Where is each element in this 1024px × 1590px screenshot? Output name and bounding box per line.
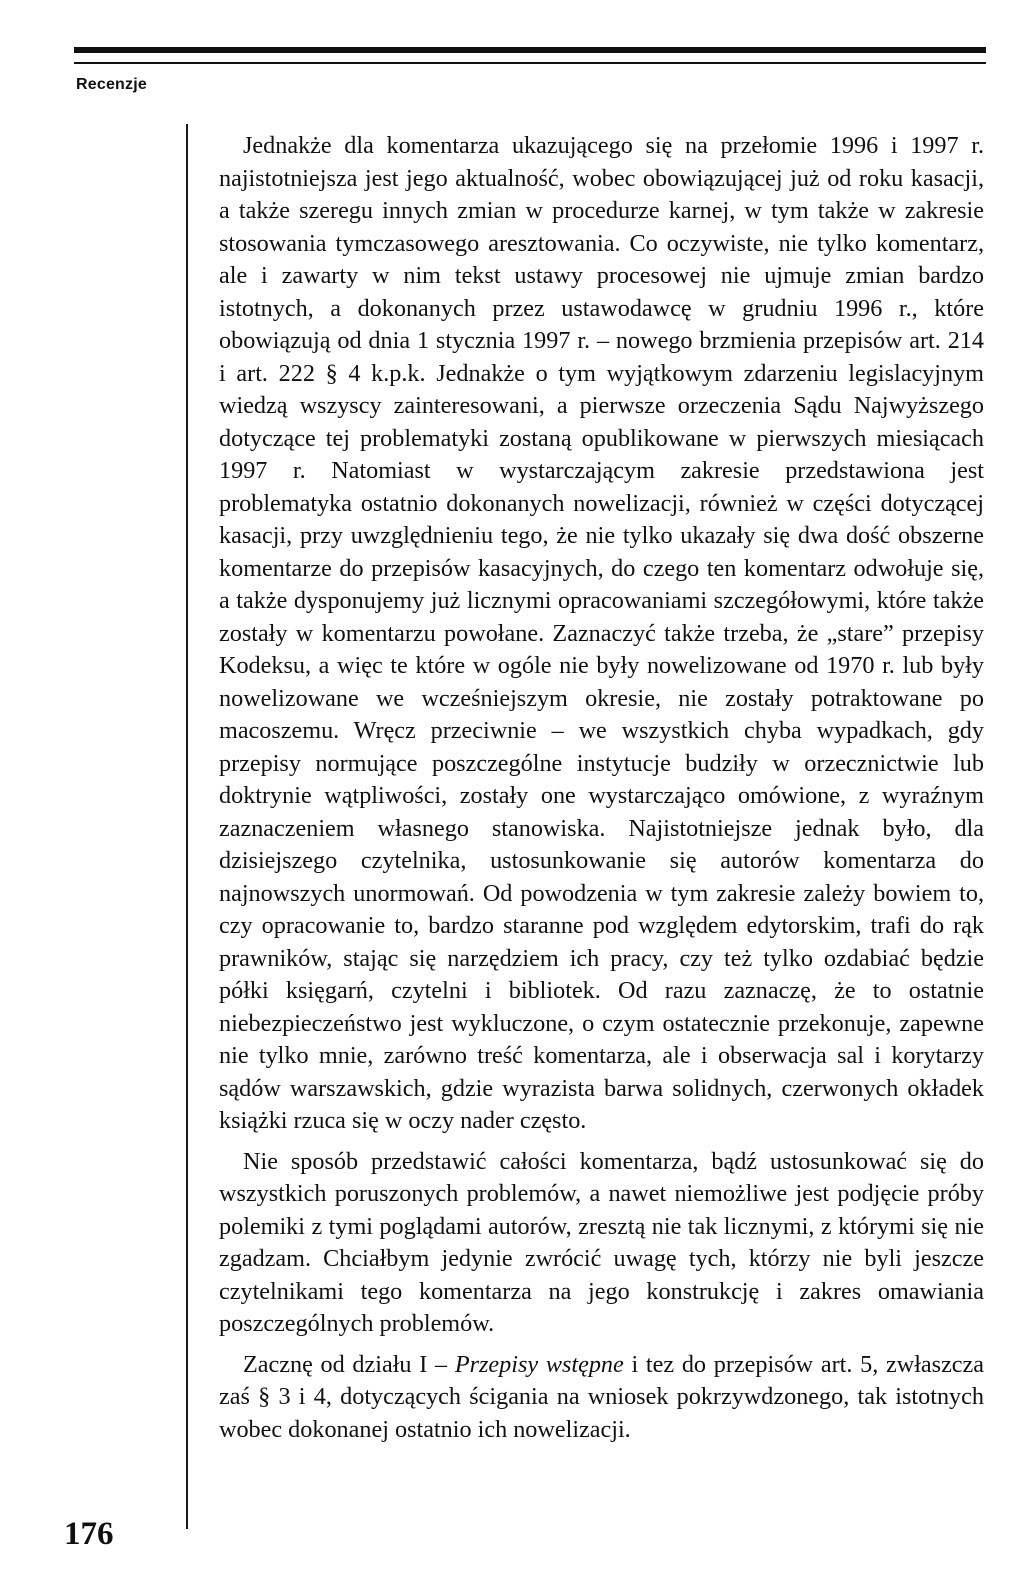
paragraph-3-lead: Zacznę od działu I – — [243, 1350, 455, 1378]
page-number: 176 — [64, 1516, 114, 1552]
paragraph-2: Nie sposób przedstawić całości komentarza, bądź ustosunkować się do wszystkich poruszonych problemów, a nawet niemożliwe jest podjęcie próby polemiki z tymi poglądami autorów, zresztą nie tak licznymi, z którymi się nie zgadzam. Chciałbym jedynie zwrócić uwagę tych, którzy nie byli jeszcze czytelnikami tego komentarza na jego konstrukcję i zakres omawiania poszczególnych problemów. — [219, 1147, 984, 1337]
paragraph-3-rest: i tez do przepisów art. 5, zwłaszcza zaś § 3 i 4, dotyczących ścigania na wniosek pokrzywdzonego, tak istotnych wobec dokonanej ostatnio ich nowelizacji. — [219, 1350, 985, 1443]
paragraph-3 — [219, 1349, 984, 1447]
margin-rule — [186, 124, 188, 1529]
article-body — [219, 130, 984, 1446]
running-head: Recenzje — [76, 76, 147, 93]
header-rule-thin — [74, 62, 986, 64]
paragraph-1: Jednakże dla komentarza ukazującego się na przełomie 1996 i 1997 r. najistotniejsza jest jego aktualność, wobec obowiązującej już od roku kasacji, a także szeregu innych zmian w procedurze karnej, w tym także w zakresie stosowania tymczasowego aresztowania. Co oczywiste, nie tylko komentarz, ale i zawarty w nim tekst ustawy procesowej nie ujmuje zmian bardzo istotnych, a dokonanych przez ustawodawcę w grudniu 1996 r., które obowiązują od dnia 1 stycznia 1997 r. – nowego brzmienia przepisów art. 214 i art. 222 § 4 k.p.k. Jednakże o tym wyjątkowym zdarzeniu legislacyjnym wiedzą wszyscy zainteresowani, a pierwsze orzeczenia Sądu Najwyższego dotyczące tej problematyki zostaną opublikowane w pierwszych miesiącach 1997 r. Natomiast w wystarczającym zakresie przedstawiona jest problematyka ostatnio dokonanych nowelizacji, również w części dotyczącej kasacji, przy uwzględnieniu tego, że nie tylko ukazały się dwa dość obszerne komentarze do przepisów kasacyjnych, do czego ten komentarz odwołuje się, a także dysponujemy już licznymi opracowaniami szczegółowymi, które także zostały w komentarzu powołane. Zaznaczyć także trzeba, że „stare” przepisy Kodeksu, a więc te które w ogóle nie były nowelizowane od 1970 r. lub były nowelizowane we wcześniejszym okresie, nie zostały potraktowane po macoszemu. Wręcz przeciwnie – we wszystkich chyba wypadkach, gdy przepisy normujące poszczególne instytucje budziły w orzecznictwie lub doktrynie wątpliwości, zostały one wystarczająco omówione, z wyraźnym zaznaczeniem własnego stanowiska. Najistotniejsze jednak było, dla dzisiejszego czytelnika, ustosunkowanie się autorów komentarza do najnowszych unormowań. Od powodzenia w tym zakresie zależy bowiem to, czy opracowanie to, bardzo staranne pod względem edytorskim, trafi do rąk prawników, stając się narzędziem ich pracy, czy też tylko ozdabiać będzie półki księgarń, czytelni i bibliotek. Od razu zaznaczę, że to ostatnie niebezpieczeństwo jest wykluczone, o czym ostatecznie przekonuje, zapewne nie tylko mnie, zarówno treść komentarza, ale i obserwacja sal i korytarzy sądów warszawskich, gdzie wyrazista barwa solidnych, czerwonych okładek książki rzuca się w oczy nader często. — [219, 132, 984, 1134]
header-rule-thick — [74, 47, 986, 53]
section-title-italic: Przepisy wstępne — [454, 1350, 624, 1378]
